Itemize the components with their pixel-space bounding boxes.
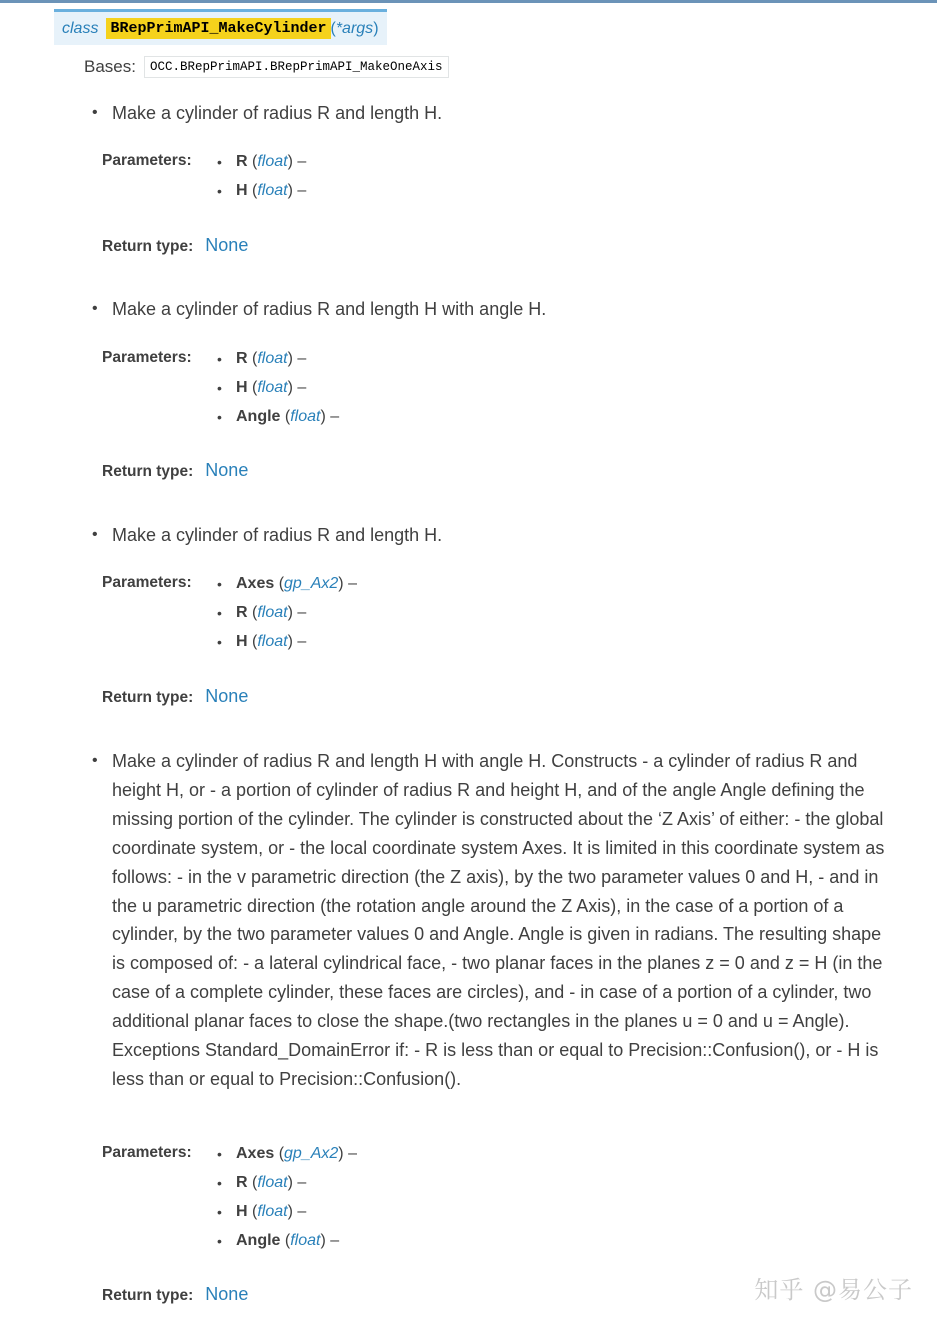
parameter-name: R [236,604,248,621]
parameter-item: • H (float) – [217,379,307,396]
parameters-field [102,349,339,436]
parameter-type-link[interactable]: float [257,153,288,170]
bullet-icon: • [217,351,222,367]
watermark: 知乎 @易公子 [754,1276,913,1304]
parameter-type-link[interactable]: gp_Ax2 [284,1145,339,1162]
dash: – [292,350,307,367]
parameter-type-link[interactable]: float [257,1203,288,1220]
parameter-type-link[interactable]: float [257,379,288,396]
parameter-list [217,152,306,210]
dash: – [343,1145,357,1162]
class-signature [54,9,387,45]
signature-args: *args [335,19,374,37]
parameters-field [102,152,306,210]
parameter-type-link[interactable]: float [257,633,288,650]
parameter-item: • R (float) – [217,604,307,621]
return-type-link[interactable]: None [205,235,249,255]
overload-description [90,295,890,324]
parameter-item: • H (float) – [217,1203,307,1220]
bullet-icon: • [92,104,98,121]
bases-label: Bases: [84,57,136,76]
parameter-name: H [236,633,248,650]
parameters-field [102,1144,357,1260]
class-name[interactable]: BRepPrimAPI_MakeCylinder [106,18,330,39]
bullet-icon: • [217,605,222,621]
description-text: Make a cylinder of radius R and length H. [112,103,443,123]
dash: – [343,575,357,592]
description-text: Make a cylinder of radius R and length H with angle H. Constructs - a cylinder of radius R and height H, or - a portion of cylinder of radius R and height H, and of the angle Angle defining the missing portion of the cylinder. The cylinder is constructed about the ‘Z Axis’ of either: - the global coordinate system, or - the local coordinate system Axes. It is limited in this coordinate system as follows: - in the v parametric direction (the Z axis), by the two parameter values 0 and H, - and in the u parametric direction (the rotation angle around the Z Axis), in the case of a portion of a cylinder, by the two parameter values 0 and Angle. Angle is given in radians. The resulting shape is composed of: - a lateral cylindrical face, - two planar faces in the planes z = 0 and z = H (in the case of a complete cylinder, these faces are circles), and - in case of a portion of a cylinder, two additional planar faces to close the shape.(two rectangles in the planes u = 0 and u = Angle). Exceptions Standard_DomainError if: - R is less than or equal to Precision::Confusion(), or - H is less than or equal to Precision::Confusion(). [112,751,885,1089]
close-paren: ) [373,19,379,37]
bullet-icon: • [217,1146,222,1162]
bullet-icon: • [217,183,222,199]
bullet-icon: • [217,380,222,396]
return-type-field [102,235,248,256]
dash: – [292,379,307,396]
parameter-list [217,349,339,436]
overload-description [90,747,890,1094]
parameter-list [217,574,357,661]
parameter-name: Axes [236,1145,275,1162]
overload-3 [90,521,890,706]
return-type-link[interactable]: None [205,686,249,706]
bullet-icon: • [217,154,222,170]
parameter-type-link[interactable]: float [257,604,288,621]
dash: – [292,1203,307,1220]
parameter-type-link[interactable]: float [290,1232,321,1249]
parameter-item: • H (float) – [217,633,307,650]
dash: – [292,604,307,621]
description-text: Make a cylinder of radius R and length H with angle H. [112,299,547,319]
parameter-name: Angle [236,1232,281,1249]
parameter-item: • Axes (gp_Ax2) – [217,1145,357,1162]
description-text: Make a cylinder of radius R and length H. [112,525,443,545]
return-type-label: Return type: [102,463,194,480]
return-type-label: Return type: [102,1287,194,1304]
bases-line [84,56,449,78]
parameter-type-link[interactable]: float [290,408,321,425]
parameter-name: R [236,1174,248,1191]
parameter-type-link[interactable]: gp_Ax2 [284,575,339,592]
parameters-label: Parameters: [102,349,192,366]
bullet-icon: • [217,1175,222,1191]
parameter-item: • R (float) – [217,1174,307,1191]
parameter-item: • R (float) – [217,350,307,367]
return-type-field [102,1284,248,1305]
return-type-link[interactable]: None [205,460,249,480]
dash: – [292,153,307,170]
return-type-field [102,686,248,707]
bullet-icon: • [92,752,98,769]
base-class-code[interactable]: OCC.BRepPrimAPI.BRepPrimAPI_MakeOneAxis [144,56,449,78]
parameter-type-link[interactable]: float [257,1174,288,1191]
dash: – [325,408,340,425]
dash: – [292,633,307,650]
parameter-name: Axes [236,575,275,592]
bullet-icon: • [92,526,98,543]
top-border [0,0,937,3]
overload-description [90,99,890,128]
bullet-icon: • [217,1204,222,1220]
bullet-icon: • [217,409,222,425]
parameter-type-link[interactable]: float [257,350,288,367]
parameters-label: Parameters: [102,1144,192,1161]
return-type-label: Return type: [102,238,194,255]
parameter-name: R [236,153,248,170]
bullet-icon: • [92,300,98,317]
parameters-label: Parameters: [102,574,192,591]
dash: – [325,1232,340,1249]
parameter-item: • R (float) – [217,153,307,170]
parameters-field [102,574,357,661]
open-paren: ( [330,19,336,37]
overload-description [90,521,890,550]
parameter-name: H [236,379,248,396]
parameter-item: • Angle (float) – [217,1232,340,1249]
parameter-name: R [236,350,248,367]
class-keyword: class [62,19,99,37]
overload-1 [90,99,890,255]
overload-2 [90,295,890,480]
parameter-item: • Angle (float) – [217,408,340,425]
parameter-item: • Axes (gp_Ax2) – [217,575,357,592]
parameter-list [217,1144,357,1260]
bullet-icon: • [217,634,222,650]
parameter-name: H [236,1203,248,1220]
bullet-icon: • [217,1233,222,1249]
return-type-field [102,460,248,481]
dash: – [292,1174,307,1191]
bullet-icon: • [217,576,222,592]
parameter-name: Angle [236,408,281,425]
return-type-label: Return type: [102,689,194,706]
parameters-label: Parameters: [102,152,192,169]
parameter-name: H [236,182,248,199]
parameter-item: • H (float) – [217,182,307,199]
parameter-type-link[interactable]: float [257,182,288,199]
return-type-link[interactable]: None [205,1284,249,1304]
dash: – [292,182,307,199]
